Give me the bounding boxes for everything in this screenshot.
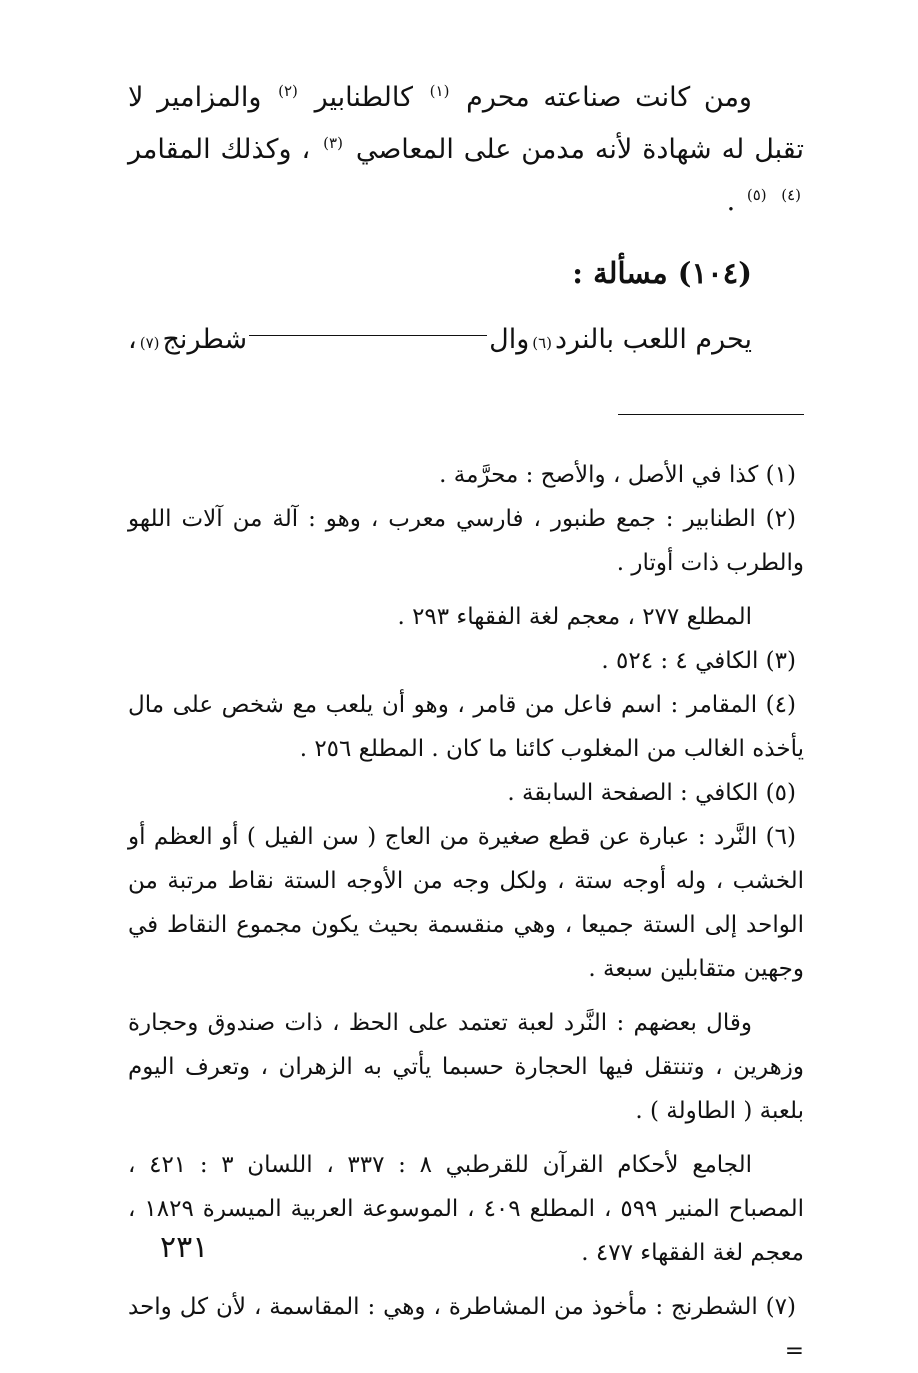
footnote-6-sources: الجامع لأحكام القرآن للقرطبي ٨ : ٣٣٧ ، اللسان ٣ : ٤٢١ ، المصباح المنير ٥٩٩ ، المطلع ٤٠٩ ، الموسوعة العربية الميسرة ١٨٢٩ ، معجم لغة الفقهاء ٤٧٧ . <box>128 1152 805 1266</box>
footnote-ref-1: (١) <box>429 82 450 100</box>
ruling-line: يحرم اللعب بالنرد (٦) وال شطرنج (٧) ، <box>128 314 804 366</box>
body-text: شطرنج <box>162 324 248 355</box>
main-text <box>128 72 804 366</box>
body-text: ، <box>128 324 137 355</box>
footnotes <box>128 453 804 1373</box>
page-number: ٢٣١ <box>160 1230 209 1265</box>
body-text: ، وكذلك المقامر <box>128 134 311 165</box>
footnote-ref-5: (٥) <box>746 186 767 204</box>
footnote-ref-3: (٣) <box>323 134 343 152</box>
footnote-5: (٥) الكافي : الصفحة السابقة . <box>507 780 796 806</box>
body-paragraph <box>128 72 804 228</box>
footnote-1: (١) كذا في الأصل ، والأصح : محرَّمة . <box>439 462 796 488</box>
footnote-2-source: المطلع ٢٧٧ ، معجم لغة الفقهاء ٢٩٣ . <box>397 604 752 630</box>
body-text: ومن كانت صناعته محرم <box>466 82 752 113</box>
footnote-7: (٧) الشطرنج : مأخوذ من المشاطرة ، وهي : المقاسمة ، لأن كل واحد = <box>128 1294 804 1364</box>
body-text: كالطنابير <box>314 82 413 113</box>
footnote-3: (٣) الكافي ٤ : ٥٢٤ . <box>601 648 796 674</box>
body-text: وال <box>489 324 530 355</box>
footnote-6: (٦) النَّرد : عبارة عن قطع صغيرة من العاج ( سن الفيل ) أو العظم أو الخشب ، وله أوجه ستة ، ولكل وجه من الأوجه الستة نقاط مرتبة من الواحد إلى الستة جميعا ، وهي منقسمة بحيث يكون مجموع النقاط في وجهين متقابلين سبعة . <box>128 824 804 982</box>
body-text: والمزامير لا تقبل له شهادة لأنه مدمن على المعاصي <box>128 82 804 165</box>
footnote-6-continued: وقال بعضهم : النَّرد لعبة تعتمد على الحظ ، ذات صندوق وحجارة وزهرين ، وتنتقل فيها الحجارة حسبما يأتي به الزهران ، وتعرف اليوم بلعبة ( الطاولة ) . <box>128 1010 804 1124</box>
footnote-ref-4: (٤) <box>781 186 801 204</box>
section-heading: (١٠٤) مسألة : <box>572 256 752 290</box>
footnote-divider <box>618 414 804 415</box>
body-text: يحرم اللعب بالنرد <box>555 324 752 355</box>
footnote-2: (٢) الطنابير : جمع طنبور ، فارسي معرب ، وهو : آلة من آلات اللهو والطرب ذات أوتار . <box>128 506 804 576</box>
body-text: . <box>726 186 736 217</box>
kashida-stroke <box>249 335 487 336</box>
footnote-ref-2: (٢) <box>278 82 298 100</box>
footnote-4: (٤) المقامر : اسم فاعل من قامر ، وهو أن يلعب مع شخص على مال يأخذه الغالب من المغلوب كائنا ما كان . المطلع ٢٥٦ . <box>128 692 804 762</box>
page-content <box>128 72 804 1373</box>
